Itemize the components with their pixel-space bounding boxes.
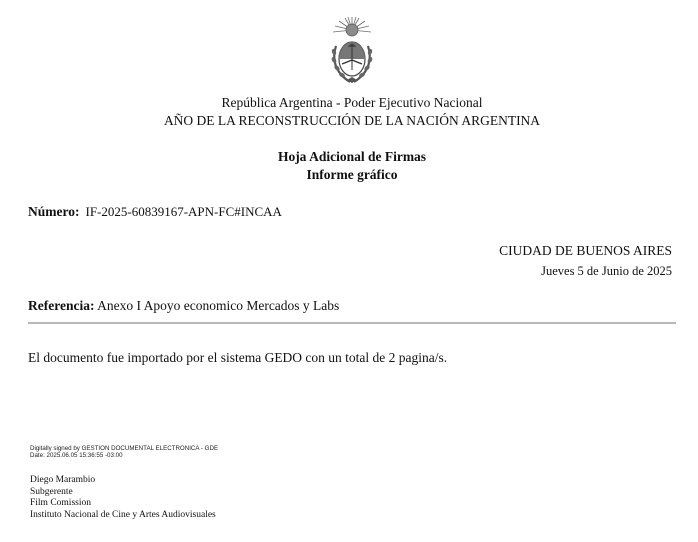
document-number bbox=[28, 204, 282, 220]
digital-signature-date: Date: 2025.06.05 15:36:55 -03:00 bbox=[30, 452, 123, 459]
document-number-label: Número: bbox=[28, 204, 80, 219]
coat-of-arms-icon bbox=[328, 16, 376, 86]
location-city: CIUDAD DE BUENOS AIRES bbox=[499, 243, 672, 258]
signer-name: Diego Marambio bbox=[30, 475, 96, 485]
digital-signature-stamp bbox=[30, 445, 218, 459]
divider bbox=[28, 322, 676, 324]
header-government-line: República Argentina - Poder Ejecutivo Nacional bbox=[221, 95, 483, 110]
document-title: Hoja Adicional de Firmas bbox=[277, 149, 427, 164]
signer-organization: Instituto Nacional de Cine y Artes Audiovisuales bbox=[30, 509, 216, 520]
body-text: El documento fue importado por el sistema GEDO con un total de 2 pagina/s. bbox=[28, 350, 448, 365]
signer-block bbox=[30, 475, 216, 521]
reference-label: Referencia: bbox=[28, 298, 95, 313]
reference-value: Anexo I Apoyo economico Mercados y Labs bbox=[97, 298, 340, 313]
document-subtitle: Informe gráfico bbox=[306, 167, 398, 182]
signer-position: Subgerente bbox=[30, 486, 73, 497]
digital-signature-line: Digitally signed by GESTION DOCUMENTAL ELECTRONICA - GDE bbox=[30, 445, 219, 452]
document-date: Jueves 5 de Junio de 2025 bbox=[541, 264, 672, 278]
reference bbox=[28, 298, 339, 314]
signer-area: Film Comission bbox=[30, 498, 91, 508]
header-year-motto: AÑO DE LA RECONSTRUCCIÓN DE LA NACIÓN ARGENTINA bbox=[163, 113, 541, 128]
document-number-value: IF-2025-60839167-APN-FC#INCAA bbox=[85, 204, 282, 219]
